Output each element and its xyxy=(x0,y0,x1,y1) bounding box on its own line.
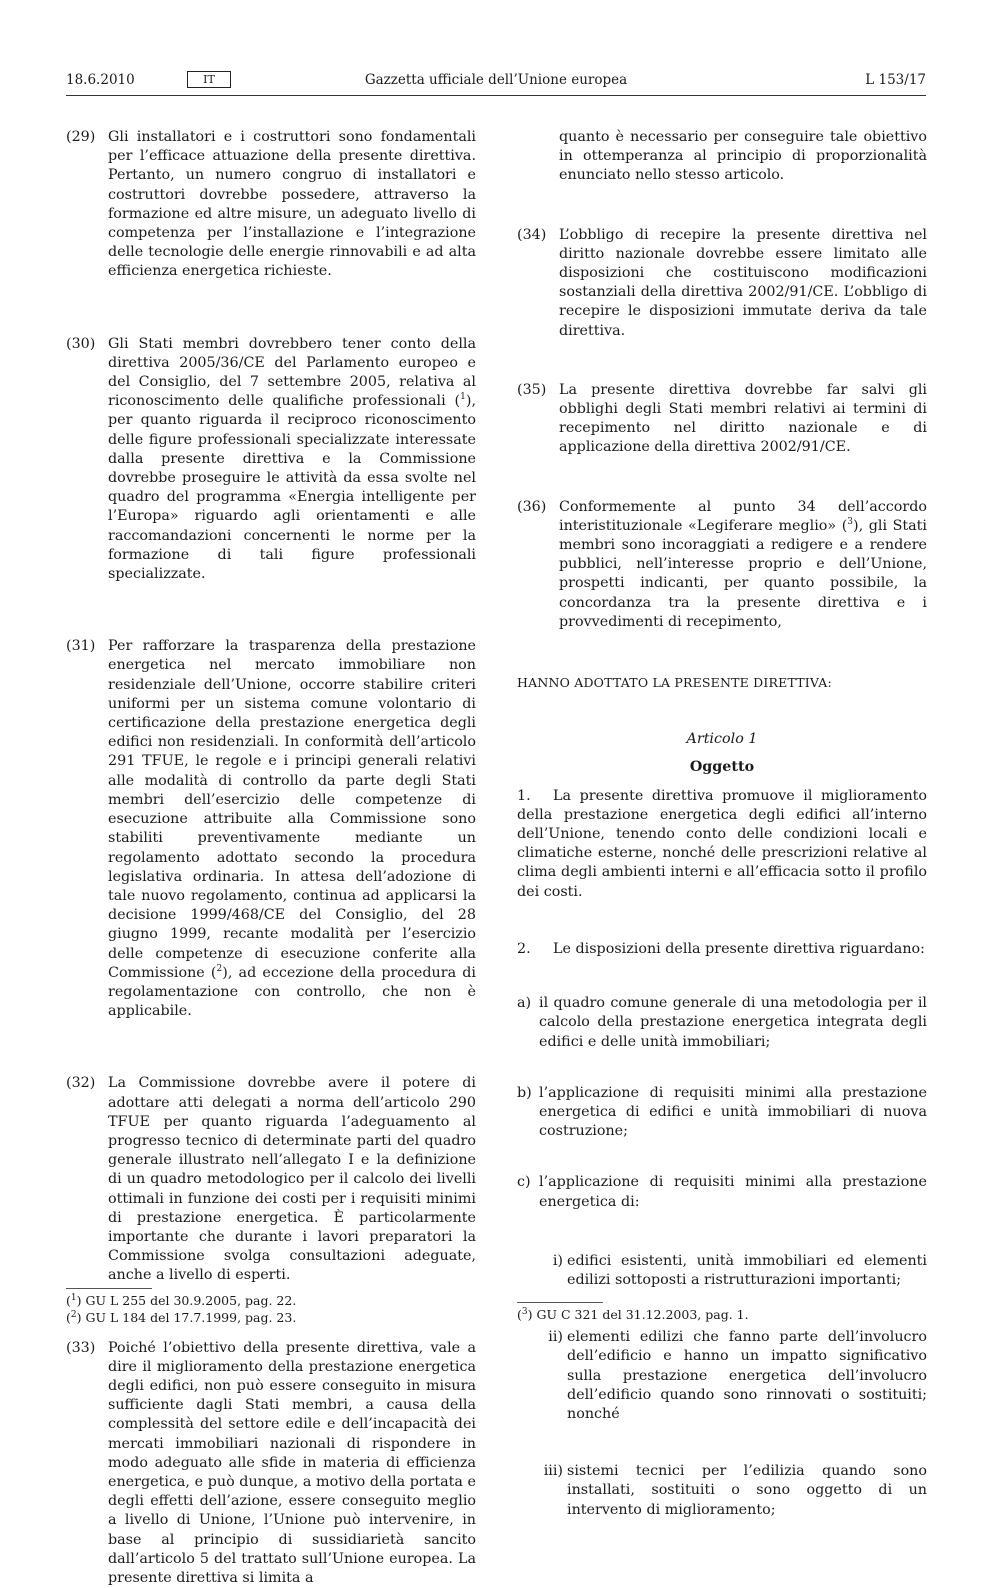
header-divider xyxy=(66,95,926,96)
recital-29 xyxy=(66,128,476,282)
footnote-divider xyxy=(517,1302,603,1303)
footnote-ref: 3 xyxy=(847,517,854,528)
publication-date: 18.6.2010 xyxy=(66,72,135,88)
paragraph-number: 1. xyxy=(517,787,531,804)
recital-text: La presente direttiva dovrebbe far salvi gli obblighi degli Stati membri relativi ai termini di recepimento nel diritto nazionale e di applicazione della direttiva 2002/91/CE. xyxy=(559,381,927,456)
page-header xyxy=(66,68,926,92)
list-item-c xyxy=(517,1173,927,1211)
footnote-ref: 1 xyxy=(460,392,466,403)
item-text: l’applicazione di requisiti minimi alla prestazione energetica di edifici e unità immobiliari di nuova costruzione; xyxy=(539,1084,927,1140)
sub-item-iii xyxy=(517,1462,927,1520)
recital-number: (36) xyxy=(517,498,547,515)
sub-item-label: i) xyxy=(552,1252,563,1269)
recital-text: Per rafforzare la trasparenza della prestazione energetica nel mercato immobiliare non residenziale dell’Unione, occorre stabilire criteri uniformi per un sistema comune volontario di certificazione della prestazione energetica degli edifici non residenziali. In conformità dell’articolo 291 TFUE, le regole e i principi generali relativi alle modalità di controllo da parte degli Stati membri dell’esercizio delle competenze di esecuzione attribuite alla Commissione sono stabiliti preventivamente mediante un regolamento adottato secondo la procedura legislativa ordinaria. In attesa dell’adozione di tale nuovo regolamento, continua ad applicarsi la decisione 1999/468/CE del Consiglio, del 28 giugno 1999, recante modalità per l’esercizio delle competenze di esecuzione conferite alla Commissione ($^2$), ad eccezione della procedura di regolamentazione con controllo, che non è applicabile. xyxy=(108,638,476,1020)
recital-33 xyxy=(66,1339,476,1588)
sub-item-text: elementi edilizi che fanno parte dell’involucro dell’edificio e hanno un impatto significativo sulla prestazione energetica dell’involucro dell’edificio quando sono rinnovati o sostituiti; nonché xyxy=(567,1329,927,1422)
recital-number: (32) xyxy=(66,1075,96,1092)
recital-text: Poiché l’obiettivo della presente direttiva, vale a dire il miglioramento della prestazione energetica degli edifici, non può essere conseguito in misura sufficiente dagli Stati membri, a causa della complessità del settore edile e dell’incapacità dei mercati immobiliari nazionali di rispondere in modo adeguato alle sfide in materia di efficienza energetica, e può dunque, a motivo della portata e degli effetti dell’azione, essere conseguito meglio a livello di Unione, l’Unione può intervenire, in base al principio di sussidiarietà sancito dall’articolo 5 del trattato sull’Unione europea. La presente direttiva si limita a xyxy=(108,1339,476,1586)
recital-number: (33) xyxy=(66,1339,96,1356)
footnote-2: ($^2$) GU L 184 del 17.7.1999, pag. 23. xyxy=(66,1309,297,1325)
page-reference: L 153/17 xyxy=(865,72,926,88)
recital-number: (31) xyxy=(66,638,96,655)
item-label: a) xyxy=(517,995,532,1012)
recital-text: Gli Stati membri dovrebbero tener conto della direttiva 2005/36/CE del Parlamento europeo e del Consiglio, del 7 settembre 2005, relativa al riconoscimento delle qualifiche professionali ($^1$), per quanto riguarda il reciproco riconoscimento delle figure professionali specializzate interessate dalla presente direttiva e la Commissione dovrebbe proseguire le attività da essa svolte nel quadro del programma «Energia intelligente per l’Europa» riguardo agli orientamenti e alle raccomandazioni concernenti le norme per la formazione di tali figure professionali specializzate. xyxy=(108,335,476,583)
sub-item-text: sistemi tecnici per l’edilizia quando sono installati, sostituiti o sono oggetto di un intervento di miglioramento; xyxy=(567,1463,927,1518)
footnote-1: ($^1$) GU L 255 del 30.9.2005, pag. 22. xyxy=(66,1292,297,1308)
sub-item-label: iii) xyxy=(543,1463,563,1480)
recital-text: Conformemente al punto 34 dell’accordo interistituzionale «Legiferare meglio» ($^3$), gli Stati membri sono incoraggiati a redigere e a rendere pubblici, nell’interesse proprio e dell’Unione, prospetti indicanti, per quanto possibile, la concordanza tra la presente direttiva e i provvedimenti di recepimento, xyxy=(559,498,927,630)
footnotes-left xyxy=(66,1292,296,1326)
recital-number: (35) xyxy=(517,381,547,398)
recital-32 xyxy=(66,1074,476,1285)
footnote-ref: 2 xyxy=(216,963,223,974)
item-label: b) xyxy=(517,1084,532,1101)
article-paragraph-1: 1. La presente direttiva promuove il miglioramento della prestazione energetica degli edifici all’interno dell’Unione, tenendo conto delle condizioni locali e climatiche esterne, nonché delle prescrizioni relative al clima degli ambienti interni e all’efficacia sotto il profilo dei costi. xyxy=(517,787,927,900)
footnote-divider xyxy=(66,1288,152,1289)
recital-36 xyxy=(517,498,927,632)
recital-33-continued: quanto è necessario per conseguire tale obiettivo in ottemperanza al principio di proporzionalità enunciato nello stesso articolo. xyxy=(559,129,927,184)
enacting-formula: HANNO ADOTTATO LA PRESENTE DIRETTIVA: xyxy=(517,675,832,691)
sub-item-ii xyxy=(517,1328,927,1424)
sub-item-label: ii) xyxy=(548,1329,563,1346)
list-item-b xyxy=(517,1084,927,1142)
language-badge: IT xyxy=(187,71,231,88)
article-title: Oggetto xyxy=(689,759,755,776)
recital-34 xyxy=(517,226,927,341)
item-text: il quadro comune generale di una metodologia per il calcolo della prestazione energetica integrata degli edifici e delle unità immobiliari; xyxy=(539,995,927,1050)
list-item-a xyxy=(517,994,927,1052)
item-label: c) xyxy=(517,1174,531,1191)
article-paragraph-2: 2. Le disposizioni della presente direttiva riguardano: xyxy=(517,940,927,959)
journal-title: Gazzetta ufficiale dell’Unione europea xyxy=(364,72,628,88)
recital-text: La Commissione dovrebbe avere il potere di adottare atti delegati a norma dell’articolo 290 TFUE per quanto riguarda l’adeguamento al progresso tecnico di determinate parti del quadro generale illustrato nell’allegato I e la definizione di un quadro metodologico per il calcolo dei livelli ottimali in funzione dei costi per i requisiti minimi di prestazione energetica. È particolarmente importante che durante i lavori preparatori la Commissione svolga consultazioni adeguate, anche a livello di esperti. xyxy=(108,1075,476,1284)
article-label: Articolo 1 xyxy=(686,731,758,748)
footnote-3: ($^3$) GU C 321 del 31.12.2003, pag. 1. xyxy=(517,1306,749,1322)
item-text: l’applicazione di requisiti minimi alla prestazione energetica di: xyxy=(539,1174,927,1210)
recital-number: (30) xyxy=(66,335,96,352)
left-column xyxy=(66,128,476,1588)
recital-31 xyxy=(66,637,476,1021)
recital-35 xyxy=(517,381,927,458)
recital-number: (34) xyxy=(517,226,547,243)
recital-text: L’obbligo di recepire la presente direttiva nel diritto nazionale dovrebbe essere limitato alle disposizioni che costituiscono modificazioni sostanziali della direttiva 2002/91/CE. L’obbligo di recepire le disposizioni immutate deriva da tale direttiva. xyxy=(559,226,927,339)
footnotes-right xyxy=(517,1306,749,1323)
sub-item-i xyxy=(517,1252,927,1290)
recital-30 xyxy=(66,335,476,585)
paragraph-number: 2. xyxy=(517,940,531,957)
recital-number: (29) xyxy=(66,129,96,145)
recital-text: Gli installatori e i costruttori sono fondamentali per l’efficace attuazione della presente direttiva. Pertanto, un numero congruo di installatori e costruttori dovrebbe possedere, attraverso la formazione ed altre misure, un adeguato livello di competenza per l’installazione e l’integrazione delle tecnologie delle energie rinnovabili e ad alta efficienza energetica richieste. xyxy=(108,129,476,280)
sub-item-text: edifici esistenti, unità immobiliari ed elementi edilizi sottoposti a ristrutturazioni importanti; xyxy=(567,1252,927,1288)
